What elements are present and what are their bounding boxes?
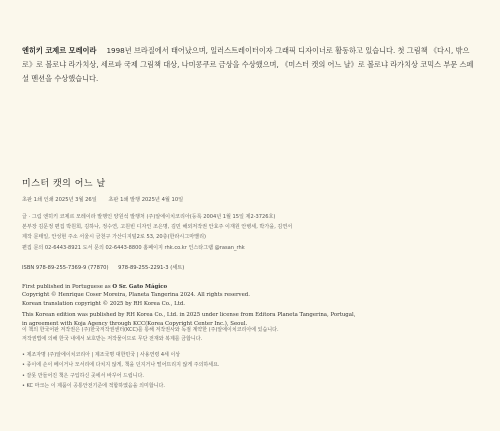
isbn-line — [22, 264, 184, 271]
notice-line: 이 책의 한국어판 저작권은 (주)한국저작권센터(KCC)를 통해 저작권사와 독점 계약한 (주)알에이치코리아에 있습니다. — [22, 327, 279, 333]
publication-line: Korean translation copyright © 2025 by RH Korea Co., Ltd. — [22, 300, 185, 307]
original-title-line: First published in Portuguese as O Sr. Gato Mágico — [22, 284, 168, 290]
copyright-notice — [22, 326, 482, 343]
credits-block — [22, 212, 480, 253]
publication-line: Copyright © Henrique Coser Moreira, Planeta Tangerina 2024. All rights reserved. — [22, 292, 250, 299]
author-name: 엔히키 코제르 모레이라 — [22, 46, 97, 55]
bullet-item: • 잘못 만들어진 책은 구입하신 곳에서 바꾸어 드립니다. — [22, 372, 144, 379]
bullet-item: • 제조자명 (주)알에이치코리아 | 제조국명 대한민국 | 사용연령 4세 이상 — [22, 352, 181, 358]
credits-line: 글 · 그림 엔히키 코제르 모레이라 발행인 양원석 발행처 (주)알에이치코리아(등록 2004년 1월 15일 제2-3726호) — [22, 214, 276, 220]
author-bio-text: 1998년 브라질에서 태어났으며, 일러스트레이터이자 그래픽 디자이너로 활동하고 있습니다. 첫 그림책 《다시, 밖으로》로 볼로냐 라가치상, 세르파 국제 그림책 대상, 나미콩쿠르 금상을 수상했으며, 《미스터 캣의 어느 날》로 볼로냐 라가치상 코믹스 부문 스페셜 멘션을 수상했습니다. — [22, 46, 474, 83]
credits-line: 본부장 김문정 편집 박원희, 김하나, 정수연, 고원빈 디자인 조은명, 김민 해외저작권 안효주 이재원 안병세, 박가을, 김연서 — [22, 224, 293, 231]
bullet-item: • 종이에 손이 베이거나 모서리에 다치지 않게, 책을 던지거나 떨어뜨리지 않게 주의하세요. — [22, 362, 220, 369]
credits-line: 편집 문의 02-6443-8921 도서 문의 02-6443-8800 홈페이지 rhk.co.kr 인스타그램 @rasan_rhk — [22, 244, 245, 251]
bullet-item: • KC 마크는 이 제품이 공통안전기준에 적합하였음을 의미합니다. — [22, 382, 165, 389]
isbn-book: ISBN 978-89-255-7369-9 (77870) — [22, 265, 109, 271]
original-title: O Sr. Gato Mágico — [112, 284, 168, 290]
publication-line: in agreement with Koja Agency through KCC(Korea Copyright Center Inc.), Seoul. — [22, 320, 248, 327]
publication-line: This Korean edition was published by RH Korea Co., Ltd. in 2025 under license from Editora Planeta Tangerina, Portugal, — [22, 312, 356, 319]
credits-line: 제작 문태일, 안성현 주소 서울시 금천구 가산디지털2로 53, 20층(한라시그마밸리) — [22, 234, 206, 241]
author-bio — [22, 44, 477, 86]
book-title: 미스터 캣의 어느 날 — [22, 179, 106, 189]
notice-line: 저작권법에 의해 한국 내에서 보호받는 저작물이므로 무단 전재와 복제를 금합니다. — [22, 335, 203, 342]
edition-dates — [22, 196, 183, 203]
isbn-set: 978-89-255-2291-3 (세트) — [118, 265, 185, 271]
first-publish-date: 초판 1쇄 발행 2025년 4월 10일 — [108, 197, 184, 203]
first-print-date: 초판 1쇄 인쇄 2025년 3월 26일 — [22, 197, 97, 203]
publication-info — [22, 283, 482, 328]
safety-bullets — [22, 350, 482, 391]
